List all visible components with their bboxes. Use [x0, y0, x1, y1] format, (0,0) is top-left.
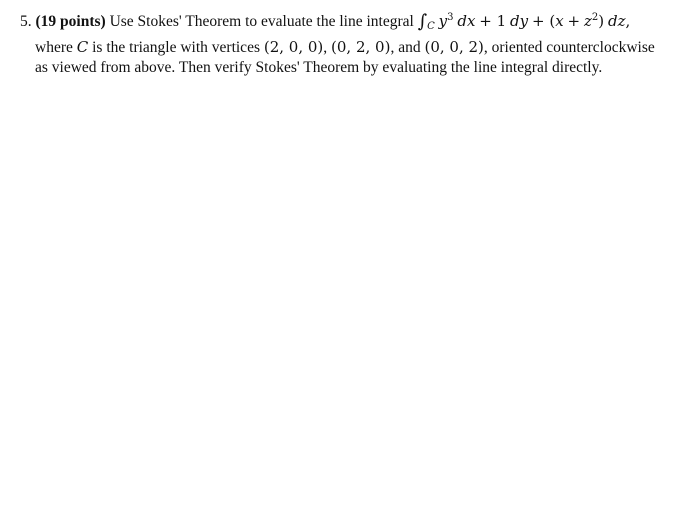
vertex-2: (0, 2, 0)	[331, 38, 391, 56]
vertex-1: (2, 0, 0)	[263, 38, 324, 56]
problem-line-2: where C is the triangle with vertices (2, 0, 0), (0, 2, 0), and (0, 0, 2), oriented counterclockwise	[35, 38, 655, 56]
problem-number: 5.	[20, 13, 32, 30]
problem-statement	[20, 11, 692, 78]
problem-points: (19 points)	[35, 13, 106, 30]
problem-line-1	[20, 11, 692, 37]
vertex-3: (0, 0, 2)	[424, 38, 484, 56]
problem-instruction: Use Stokes' Theorem to evaluate the line integral	[109, 13, 414, 30]
integral-sign: ∫	[417, 11, 428, 32]
problem-line-3: as viewed from above. Then verify Stokes' Theorem by evaluating the line integral directly.	[35, 59, 603, 76]
line-integral-formula: $\int_C$ $y^3$ dx + 1 dy + $(x + z^2)$ dz,	[417, 11, 631, 32]
curve-variable: C	[76, 38, 89, 56]
